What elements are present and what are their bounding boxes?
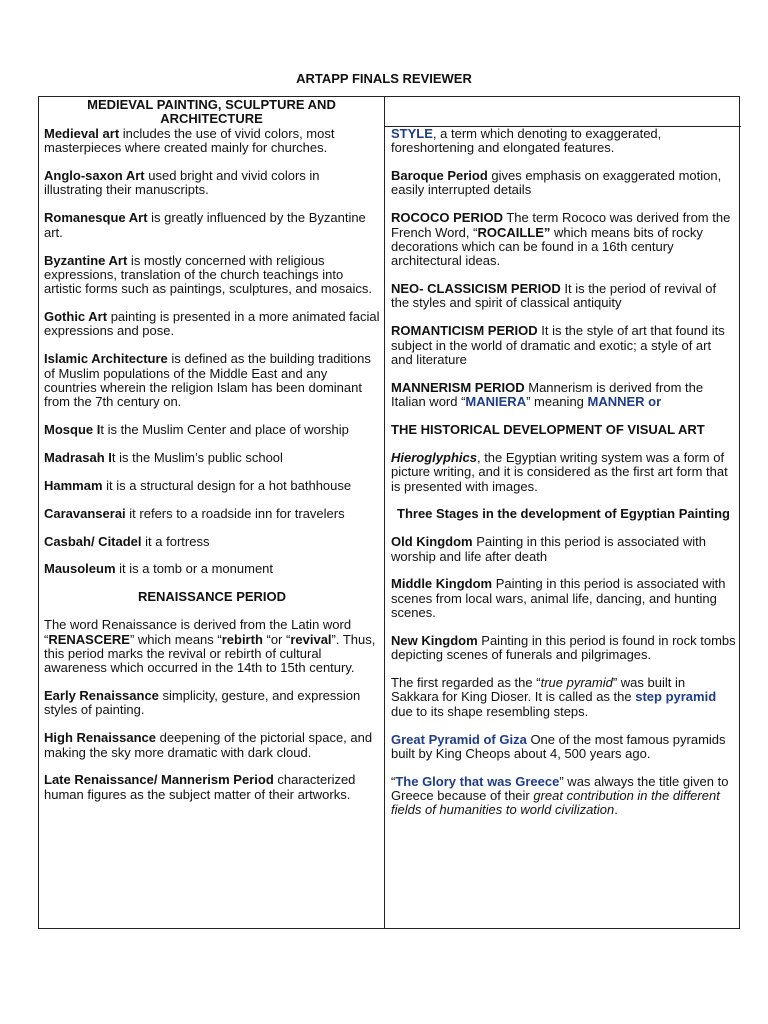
egyptian-stages-heading: Three Stages in the development of Egyptian Painting — [397, 506, 730, 522]
entry-gothic-art: Gothic Art painting is presented in a more animated facial expressions and pose. — [44, 309, 380, 339]
entry-glory-greece: “The Glory that was Greece” was always the title given to Greece because of their great contribution in the different fields of humanities to world civilization. — [391, 773, 729, 818]
entry-romanesque-art: Romanesque Art is greatly influenced by the Byzantine art. — [44, 210, 366, 240]
entry-early-renaissance: Early Renaissance simplicity, gesture, and expression styles of painting. — [44, 688, 361, 718]
entry-rococo: ROCOCO PERIOD The term Rococo was derived from the French Word, “ROCAILLE” which means bits of rocky decorations which can be found in a 16th century architectural ideas. — [391, 210, 731, 269]
reviewer-table — [38, 96, 740, 929]
entry-medieval-art: Medieval art includes the use of vivid colors, most masterpieces where created mainly for churches. — [44, 126, 335, 156]
entry-madrasah: Madrasah It is the Muslim’s public school — [44, 449, 283, 465]
document-title: ARTAPP FINALS REVIEWER — [296, 71, 472, 86]
entry-true-pyramid: The first regarded as the “true pyramid” was built in Sakkara for King Dioser. It is called as the step pyramid due to its shape resembling steps. — [391, 675, 717, 719]
entry-hammam: Hammam it is a structural design for a hot bathhouse — [44, 477, 352, 493]
left-column — [44, 127, 380, 816]
entry-casbah: Casbah/ Citadel it a fortress — [44, 533, 210, 549]
entry-byzantine-art: Byzantine Art is mostly concerned with religious expressions, translation of the church teachings into artistic forms such as paintings, sculptures, and mosaics. — [44, 252, 373, 297]
entry-baroque: Baroque Period gives emphasis on exaggerated motion, easily interrupted details — [391, 168, 722, 198]
entry-mosque: Mosque It is the Muslim Center and place of worship — [44, 422, 349, 438]
entry-mausoleum: Mausoleum it is a tomb or a monument — [44, 561, 274, 577]
left-column-header: MEDIEVAL PAINTING, SCULPTURE AND ARCHITECTURE — [87, 97, 336, 127]
entry-great-pyramid: Great Pyramid of Giza One of the most famous pyramids built by King Cheops about 4, 500 years ago. — [391, 731, 726, 761]
entry-old-kingdom: Old Kingdom Painting in this period is associated with worship and life after death — [391, 534, 707, 564]
entry-new-kingdom: New Kingdom Painting in this period is found in rock tombs depicting scenes of funerals and pilgrimages. — [391, 632, 736, 663]
entry-neo-classicism: NEO- CLASSICISM PERIOD It is the period of revival of the styles and spirit of classical antiquity — [391, 281, 717, 311]
entry-mannerism: MANNERISM PERIOD Mannerism is derived from the Italian word “MANIERA” meaning MANNER or — [391, 379, 704, 410]
right-column — [391, 127, 736, 831]
entry-style: STYLE, a term which denoting to exaggerated, foreshortening and elongated features. — [391, 126, 662, 156]
renaissance-heading: RENAISSANCE PERIOD — [137, 589, 287, 605]
entry-anglo-saxon-art: Anglo-saxon Art used bright and vivid colors in illustrating their manuscripts. — [44, 168, 320, 198]
entry-late-renaissance: Late Renaissance/ Mannerism Period characterized human figures as the subject matter of their artworks. — [44, 772, 356, 802]
entry-romanticism: ROMANTICISM PERIOD It is the style of art that found its subject in the world of dramatic and exotic; a style of art and literature — [391, 323, 725, 367]
entry-hieroglyphics: Hieroglyphics, the Egyptian writing system was a form of picture writing, and it is considered as the first art form that is presented with images. — [391, 449, 728, 494]
entry-islamic-architecture: Islamic Architecture is defined as the building traditions of Muslim populations of the Middle East and any countries wherein the religion Islam has been dominant from the 7th century on. — [44, 351, 371, 410]
column-divider — [384, 97, 385, 928]
entry-caravanserai: Caravanserai it refers to a roadside inn for travelers — [44, 505, 345, 521]
historical-development-heading: THE HISTORICAL DEVELOPMENT OF VISUAL ART — [391, 422, 705, 438]
entry-high-renaissance: High Renaissance deepening of the pictorial space, and making the sky more dramatic with dark cloud. — [44, 730, 373, 760]
renaissance-intro: The word Renaissance is derived from the Latin word “RENASCERE” which means “rebirth “or “revival”. Thus, this period marks the revival or rebirth of cultural awareness which occurred in the 14th to 15th century. — [44, 617, 376, 676]
entry-middle-kingdom: Middle Kingdom Painting in this period is associated with scenes from local wars, animal life, dancing, and hunting scenes. — [391, 576, 726, 621]
